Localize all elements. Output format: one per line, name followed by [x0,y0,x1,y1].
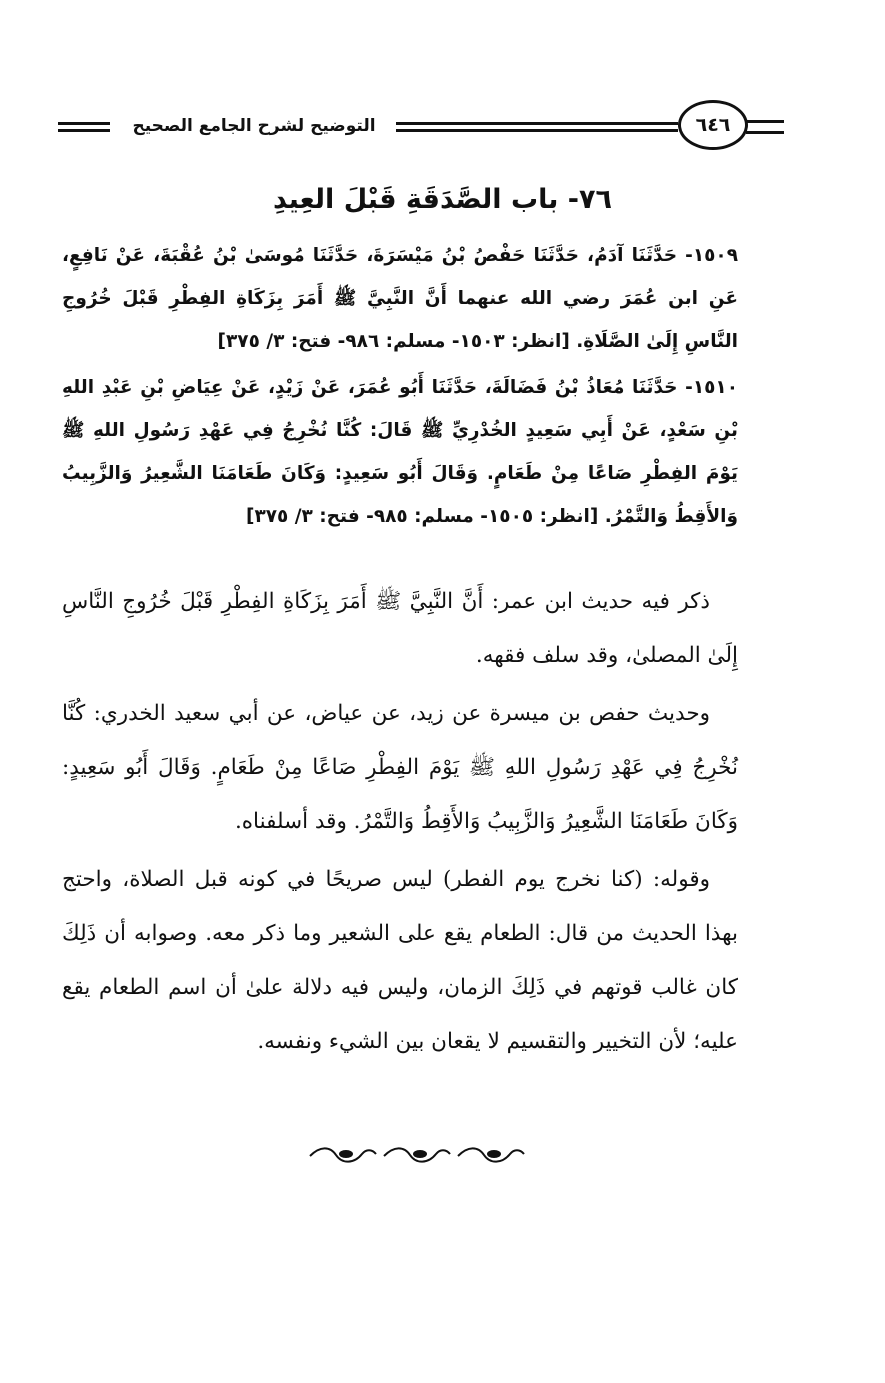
page-header [58,100,784,158]
hadith-text: ١٥٠٩- حَدَّثَنَا آدَمُ، حَدَّثَنَا حَفْصُ بْنُ مَيْسَرَةَ، حَدَّثَنَا مُوسَىٰ بْنُ عُقْبَةَ، عَنْ نَافِعٍ، عَنِ ابن عُمَرَ رضي الله عنهما أَنَّ النَّبِيَّ ﷺ أَمَرَ بِزَكَاةِ الفِطْرِ قَبْلَ خُرُوجِ النَّاسِ إِلَىٰ الصَّلَاةِ. [62,245,738,352]
commentary-paragraph: وقوله: (كنا نخرج يوم الفطر) ليس صريحًا في كونه قبل الصلاة، واحتج بهذا الحديث من قال: الطعام يقع على الشعير وما ذكر معه. وصوابه أن ذَلِكَ كان غالب قوتهم في ذَلِكَ الزمان، وليس فيه دلالة علىٰ أن اسم الطعام يقع عليه؛ لأن التخيير والتقسيم لا يقعان بين الشيء ونفسه. [62,867,738,1054]
hadith-block [62,234,738,538]
page-number: ٦٤٦ [678,100,748,150]
commentary-paragraph: وحديث حفص بن ميسرة عن زيد، عن عياض، عن أبي سعيد الخدري: كُنَّا نُخْرِجُ فِي عَهْدِ رَسُولِ اللهِ ﷺ يَوْمَ الفِطْرِ صَاعًا مِنْ طَعَامٍ. وَقَالَ أَبُو سَعِيدٍ: وَكَانَ طَعَامَنَا الشَّعِيرُ وَالزَّبِيبُ وَالأَقِطُ وَالتَّمْرُ. وقد أسلفناه. [62,701,738,834]
hadith-1510 [62,366,738,538]
header-rule-left [58,122,110,132]
chapter-title: ٧٦- باب الصَّدَقَةِ قَبْلَ العِيدِ [273,184,612,215]
header-rule-tip [746,120,784,134]
commentary-block [62,575,738,1069]
commentary-paragraph: ذكر فيه حديث ابن عمر: أَنَّ النَّبِيَّ ﷺ أَمَرَ بِزَكَاةِ الفِطْرِ قَبْلَ خُرُوجِ النَّاسِ إِلَىٰ المصلىٰ، وقد سلف فقهه. [62,589,738,668]
hadith-1509 [62,234,738,363]
hadith-reference: [انظر: ١٥٠٣- مسلم: ٩٨٦- فتح: ٣/ ٣٧٥] [217,331,570,352]
hadith-reference: [انظر: ١٥٠٥- مسلم: ٩٨٥- فتح: ٣/ ٣٧٥] [246,506,599,527]
hadith-text: ١٥١٠- حَدَّثَنَا مُعَاذُ بْنُ فَضَالَةَ، حَدَّثَنَا أَبُو عُمَرَ، عَنْ زَيْدٍ، عَنْ عِيَاضِ بْنِ عَبْدِ اللهِ بْنِ سَعْدٍ، عَنْ أَبِي سَعِيدٍ الخُدْرِيِّ ﷺ قَالَ: كُنَّا نُخْرِجُ فِي عَهْدِ رَسُولِ اللهِ ﷺ يَوْمَ الفِطْرِ صَاعًا مِنْ طَعَامٍ. وَقَالَ أَبُو سَعِيدٍ: وَكَانَ طَعَامَنَا الشَّعِيرُ وَالزَّبِيبُ وَالأَقِطُ وَالتَّمْرُ. [62,377,738,527]
floral-divider-icon [306,1140,528,1170]
running-title: التوضيح لشرح الجامع الصحيح [132,116,376,136]
header-rule-right [396,122,678,132]
